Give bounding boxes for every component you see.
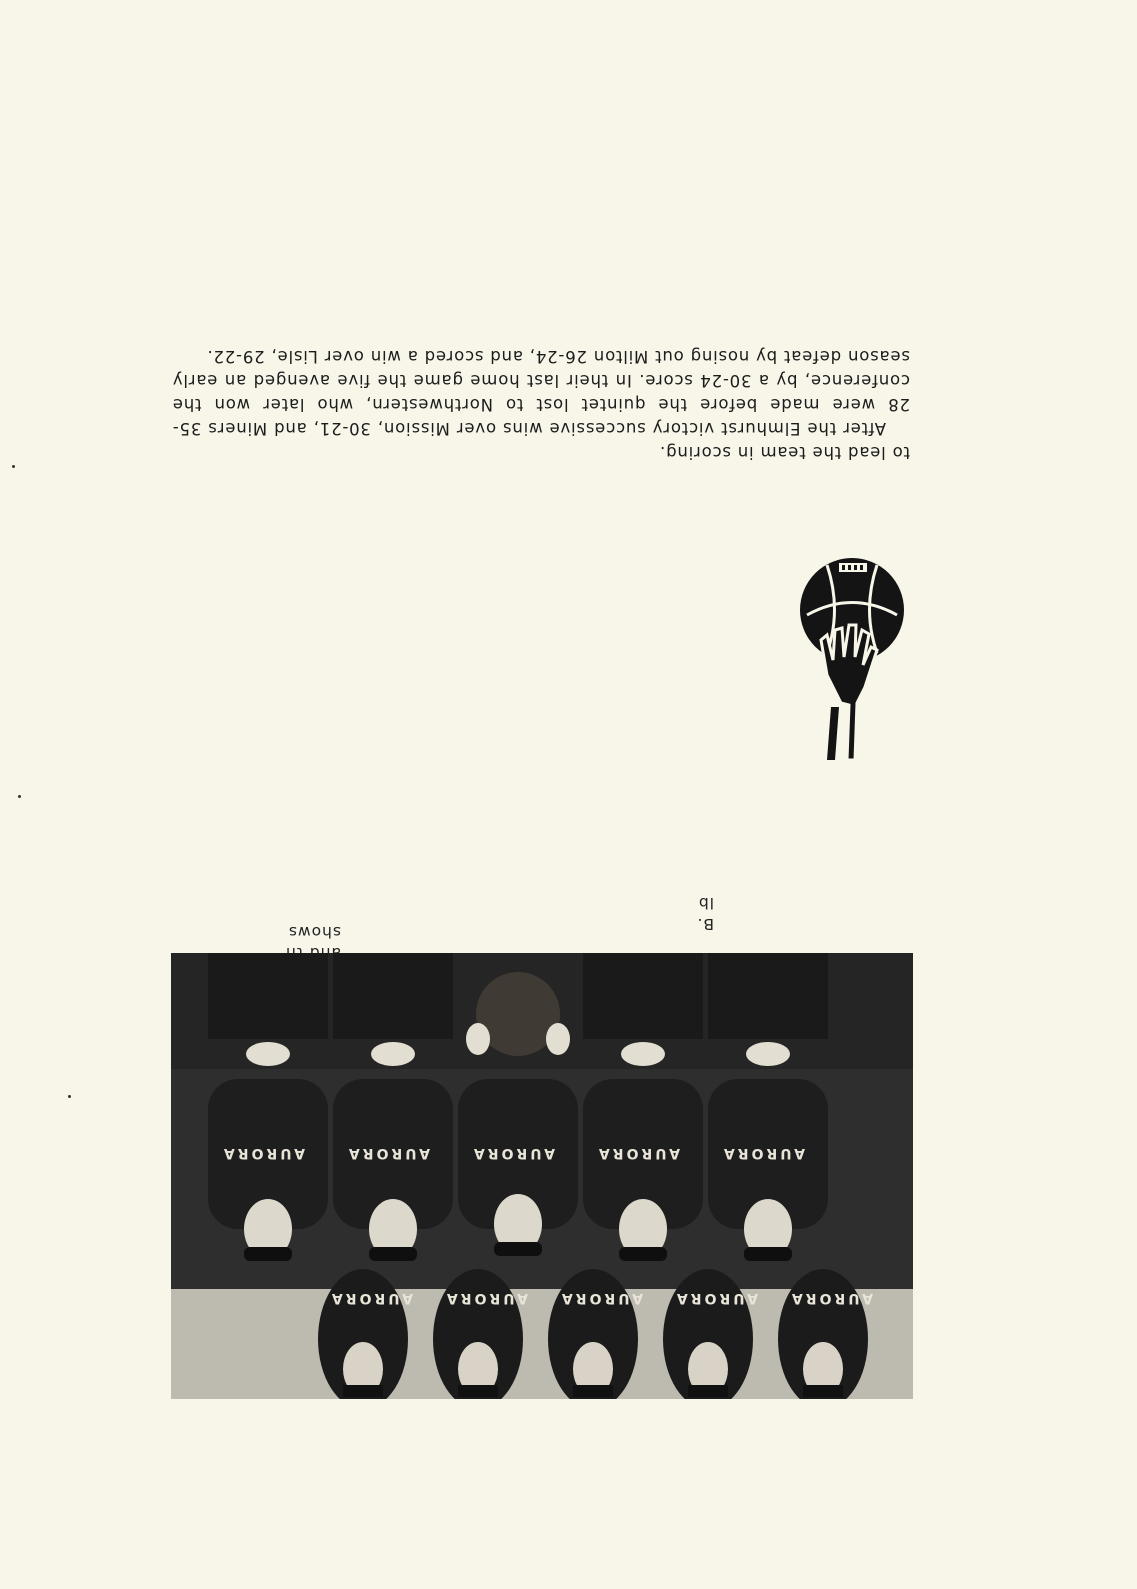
jersey-lettering: AURORA	[470, 1145, 555, 1161]
cropped-caption-fragment	[696, 892, 714, 934]
article-line: to lead the team in scoring.	[659, 443, 910, 462]
basketball-hand-icon	[797, 555, 907, 765]
fragment-line: shows	[287, 923, 341, 941]
jersey-lettering: AURORA	[673, 1290, 758, 1306]
jersey-lettering: AURORA	[345, 1145, 430, 1161]
jersey-lettering: AURORA	[220, 1145, 305, 1161]
fragment-line: lb	[697, 894, 714, 912]
team-photo	[171, 953, 913, 1399]
jersey-lettering: AURORA	[788, 1290, 873, 1306]
article-paragraph: After the Elmhurst victory successive wins over Mission, 30-21, and Miners 35-28 were made before the quintet lost to Northwestern, who later won the conference, by a 30-24 score. In their last home game the five avenged an early season defeat by nosing out Milton 26-24, and scored a win over Lisle, 29-22.	[172, 347, 910, 438]
jersey-lettering: AURORA	[720, 1145, 805, 1161]
jersey-lettering: AURORA	[595, 1145, 680, 1161]
jersey-lettering: AURORA	[328, 1290, 413, 1306]
article-text	[172, 344, 910, 464]
jersey-lettering: AURORA	[558, 1290, 643, 1306]
jersey-lettering: AURORA	[443, 1290, 528, 1306]
fragment-line: B.	[696, 915, 714, 933]
